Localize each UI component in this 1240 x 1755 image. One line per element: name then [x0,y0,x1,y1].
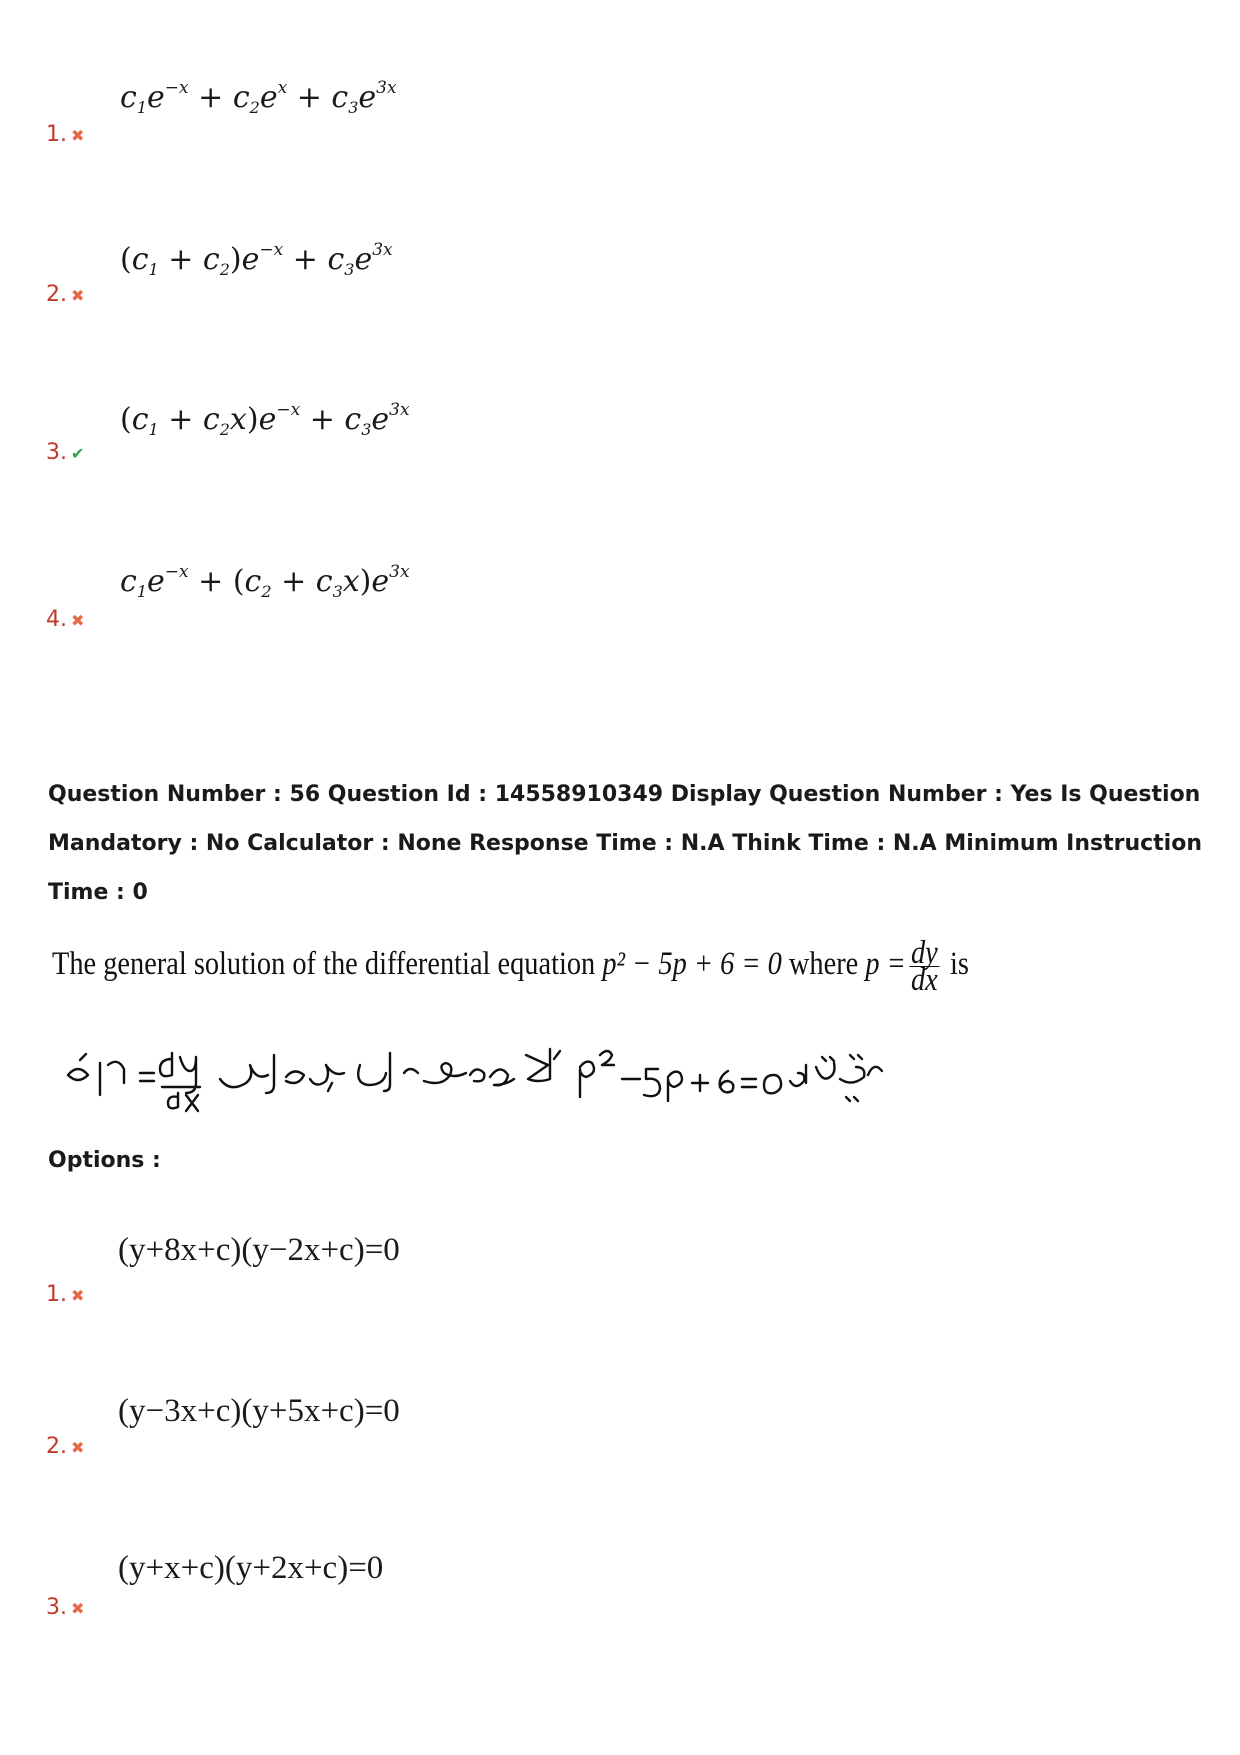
question-text [52,935,969,998]
cross-icon: ✖ [71,286,85,305]
dy-dx-fraction: $\frac{dy}{dx}$ [910,935,938,998]
prev-option-4-number: 4. ✖ [46,607,85,632]
question-text-suffix: is [950,946,969,983]
question-p-eq: p = [865,946,906,983]
options-label: Options : [48,1148,161,1173]
option-1-number: 1. ✖ [46,1282,85,1307]
cross-icon: ✖ [71,1286,85,1305]
prev-option-1-number: 1. ✖ [46,122,85,147]
cross-icon: ✖ [71,611,85,630]
option-2-number: 2. ✖ [46,1434,85,1459]
prev-option-1-equation: $c_1e^{-x} + c_2e^x + c_3e^{3x}$ [120,78,397,117]
cross-icon: ✖ [71,126,85,145]
option-1-equation: (y+8x+c)(y−2x+c)=0 [118,1232,400,1268]
cross-icon: ✖ [71,1438,85,1457]
option-2-equation: (y−3x+c)(y+5x+c)=0 [118,1393,400,1429]
prev-option-2-number: 2. ✖ [46,282,85,307]
cross-icon: ✖ [71,1599,85,1618]
question-equation: p² − 5p + 6 = 0 [602,946,782,983]
prev-option-3-number: 3. ✔ [46,440,85,465]
urdu-handwritten-text [60,1035,890,1119]
prev-option-4-equation: $c_1e^{-x} + (c_2 + c_3x)e^{3x}$ [120,562,410,601]
option-3-number: 3. ✖ [46,1595,85,1620]
question-text-prefix: The general solution of the differential equation [52,946,596,983]
prev-option-3-equation: $(c_1 + c_2x)e^{-x} + c_3e^{3x}$ [120,400,410,439]
option-3-equation: (y+x+c)(y+2x+c)=0 [118,1550,384,1586]
question-where: where [788,946,859,983]
question-meta: Question Number : 56 Question Id : 14558910349 Display Question Number : Yes Is Question Mandatory : No Calculator : None Response Time : N.A Think Time : N.A Minimum Instruction Time : 0 [48,782,1203,905]
prev-option-2-equation: $(c_1 + c_2)e^{-x} + c_3e^{3x}$ [120,240,393,279]
check-icon: ✔ [71,444,85,463]
